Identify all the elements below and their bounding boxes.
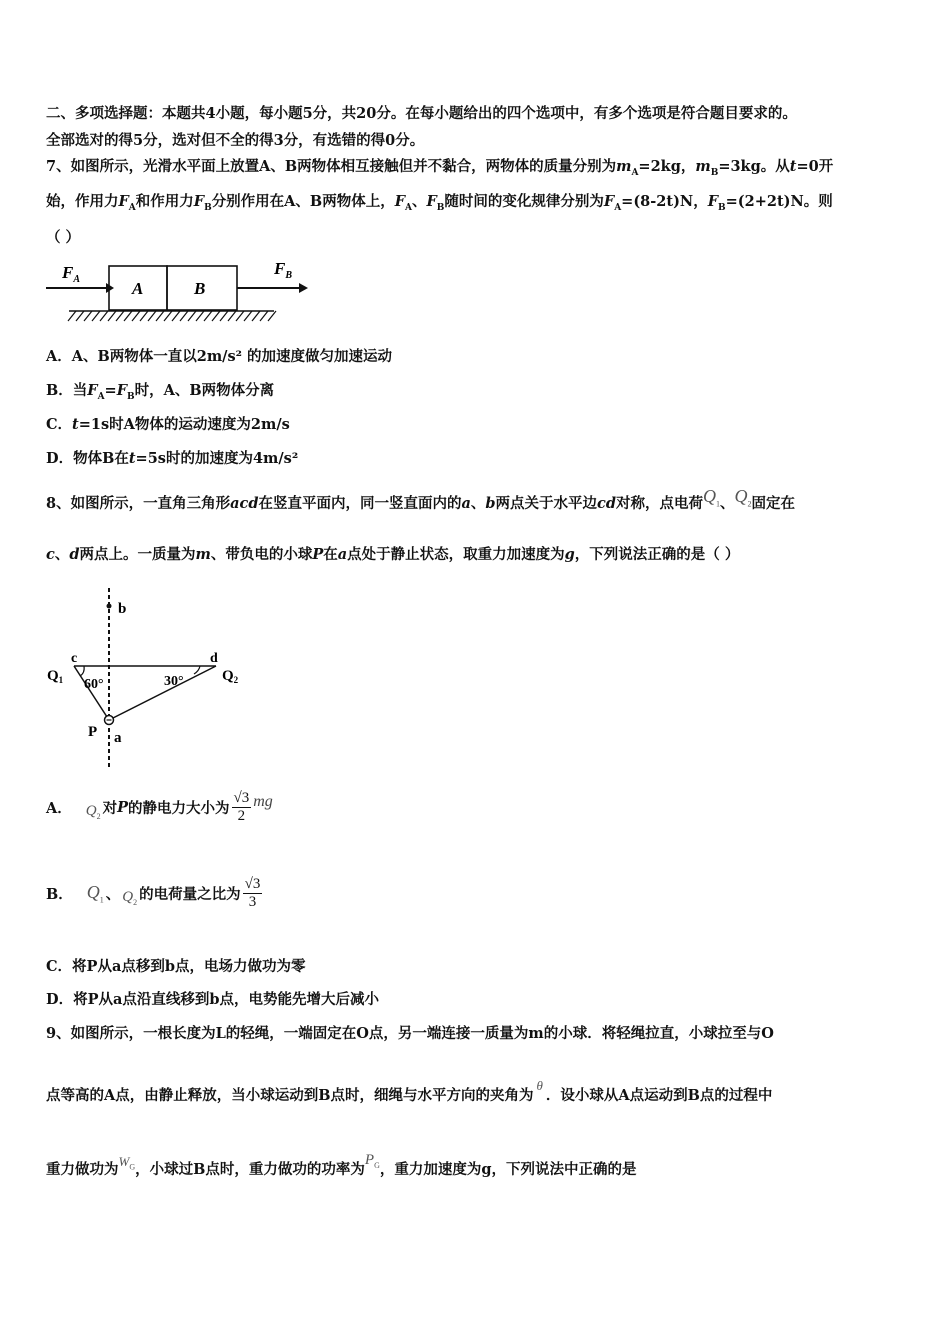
q8-label-q1: $Q_1$: [47, 668, 64, 685]
q7-option-b[interactable]: B．当$F_A=F_B$时，A、B两物体分离: [46, 382, 275, 402]
q8-label-c: c: [71, 651, 78, 666]
q8-label-b: b: [118, 601, 127, 617]
q7-arrowhead-fa: [106, 283, 114, 293]
q7-label-fb: $F_B$: [274, 259, 293, 281]
q7-figure: [44, 256, 324, 328]
q7-stem-line2: 始，作用力$F_A$和作用力$F_B$分别作用在A、B两物体上，$F_A$、$F_B$随时间的变化规律分别为$F_A=(8-2t)N$，$F_B=(2+2t)N$。则: [46, 193, 833, 213]
q8-label-a: a: [114, 730, 122, 746]
q7-answer-bracket: （ ）: [46, 229, 81, 246]
q8-option-b-fraction: $\frac{√3}{3}$: [244, 876, 261, 910]
q7-label-fa: $F_A$: [62, 263, 81, 285]
q8-option-a-fraction: $\frac{√3}{2}$: [233, 790, 250, 824]
q8-angle-arc-30: [194, 666, 200, 674]
q8-label-q2: $Q_2$: [222, 668, 239, 685]
q8-option-a[interactable]: A． $Q_2$ 对 P 的静电力大小为 $\frac{√3}{2}$ mg: [46, 790, 273, 824]
q8-side-da: [109, 666, 216, 720]
q8-stem-line2: c、d两点上。一质量为m、带负电的小球P在a点处于静止状态，取重力加速度为g，下列说法正确的是（ ）: [46, 546, 740, 563]
q9-stem-line3: 重力做功为$W_G$，小球过B点时，重力做功的功率为$P_G$，重力加速度为g，下列说法中正确的是: [46, 1152, 637, 1178]
q8-side-ca: [74, 666, 109, 720]
section-heading-line1: 二、多项选择题：本题共4小题，每小题5分，共20分。在每小题给出的四个选项中，有多个选项是符合题目要求的。: [46, 105, 797, 122]
q9-stem-line2: 点等高的A点，由静止释放，当小球运动到B点时，细绳与水平方向的夹角为θ．设小球从A点运动到B点的过程中: [46, 1078, 773, 1104]
q8-label-p: P: [88, 724, 98, 740]
q7-block-b-label: B: [194, 279, 206, 298]
q8-label-angle60: 60°: [84, 677, 104, 692]
section-heading-line2: 全部选对的得5分，选对但不全的得3分，有选错的得0分。: [46, 132, 425, 149]
q8-label-angle30: 30°: [164, 674, 184, 689]
q7-option-a[interactable]: A．A、B两物体一直以2m/s² 的加速度做匀加速运动: [46, 348, 393, 365]
q8-option-c[interactable]: C．将P从a点移到b点，电场力做功为零: [46, 958, 306, 975]
q8-label-d: d: [210, 651, 218, 666]
q7-option-c[interactable]: C．t=1s时A物体的运动速度为2m/s: [46, 416, 290, 433]
q8-angle-arc-60: [80, 666, 84, 676]
q7-stem-line1: 7、如图所示，光滑水平面上放置A、B两物体相互接触但并不黏合，两物体的质量分别为$m_A=2kg$，$m_B=3kg$。从t=0开: [46, 158, 834, 178]
q9-stem-line1: 9、如图所示，一根长度为L的轻绳，一端固定在O点，另一端连接一质量为m的小球．将轻绳拉直，小球拉至与O: [46, 1025, 774, 1042]
q8-option-b[interactable]: B． $Q_1$ 、 $Q_2$ 的电荷量之比为 $\frac{√3}{3}$: [46, 876, 261, 910]
q8-point-b: [107, 604, 112, 609]
q7-ground-hatch: [68, 311, 276, 321]
q7-arrowhead-fb: [299, 283, 308, 293]
q7-block-a-label: A: [132, 279, 144, 298]
q8-stem-line1: 8、如图所示，一直角三角形acd在竖直平面内，同一竖直面内的a、b两点关于水平边cd对称，点电荷$Q_1$、$Q_2$固定在: [46, 486, 795, 512]
q8-option-d[interactable]: D．将P从a点沿直线移到b点，电势能先增大后减小: [46, 991, 380, 1008]
q7-option-d[interactable]: D．物体B在t=5s时的加速度为4m/s²: [46, 450, 299, 467]
q8-figure: [44, 584, 264, 770]
